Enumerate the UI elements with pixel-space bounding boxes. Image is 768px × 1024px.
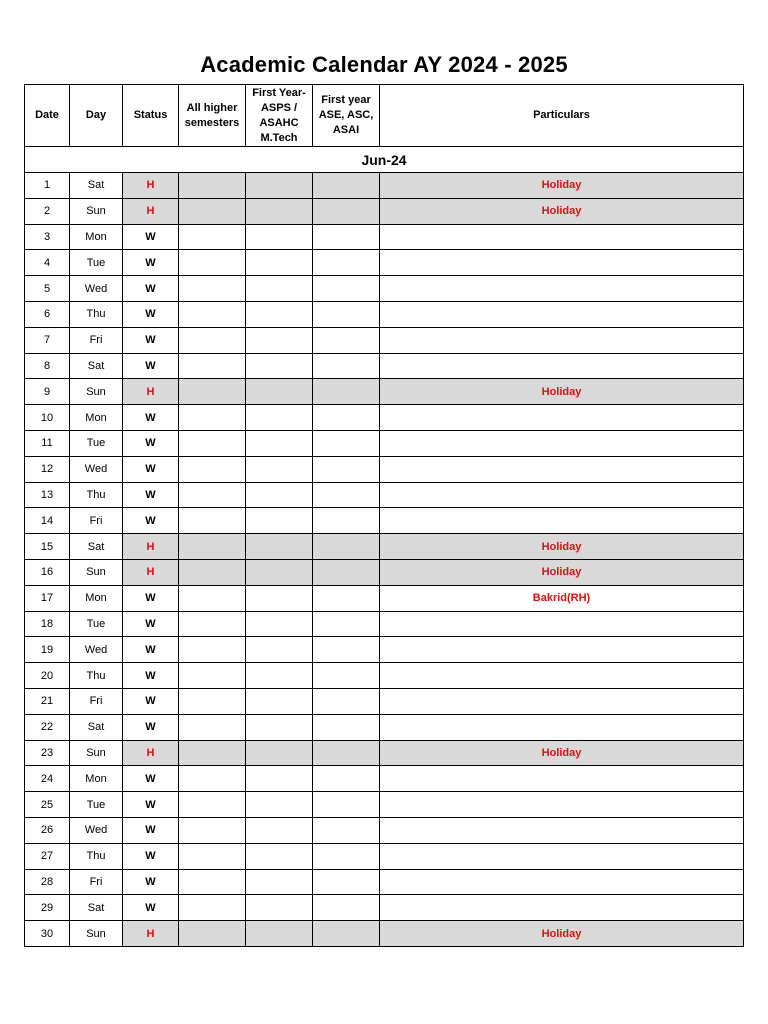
calendar-table bbox=[24, 84, 744, 947]
table-row bbox=[25, 817, 744, 843]
status-cell: W bbox=[123, 843, 179, 869]
date-cell: 30 bbox=[25, 921, 70, 947]
higher-semesters-cell bbox=[179, 559, 246, 585]
first-year-ase-cell bbox=[313, 482, 380, 508]
first-year-ase-cell bbox=[313, 663, 380, 689]
date-cell: 2 bbox=[25, 198, 70, 224]
day-cell: Sun bbox=[70, 559, 123, 585]
day-cell: Fri bbox=[70, 869, 123, 895]
col-day-header: Day bbox=[70, 85, 123, 147]
date-cell: 7 bbox=[25, 327, 70, 353]
first-year-ase-cell bbox=[313, 895, 380, 921]
particulars-cell bbox=[380, 714, 744, 740]
status-cell: W bbox=[123, 224, 179, 250]
day-cell: Tue bbox=[70, 250, 123, 276]
day-cell: Fri bbox=[70, 508, 123, 534]
table-row bbox=[25, 843, 744, 869]
month-row bbox=[25, 147, 744, 173]
higher-semesters-cell bbox=[179, 276, 246, 302]
table-row bbox=[25, 301, 744, 327]
status-cell: H bbox=[123, 198, 179, 224]
date-cell: 14 bbox=[25, 508, 70, 534]
particulars-cell bbox=[380, 869, 744, 895]
status-cell: W bbox=[123, 766, 179, 792]
date-cell: 20 bbox=[25, 663, 70, 689]
date-cell: 3 bbox=[25, 224, 70, 250]
date-cell: 21 bbox=[25, 688, 70, 714]
day-cell: Sun bbox=[70, 740, 123, 766]
particulars-cell bbox=[380, 792, 744, 818]
first-year-ase-cell bbox=[313, 688, 380, 714]
higher-semesters-cell bbox=[179, 508, 246, 534]
first-year-ase-cell bbox=[313, 301, 380, 327]
table-row bbox=[25, 895, 744, 921]
status-cell: W bbox=[123, 508, 179, 534]
first-year-asps-cell bbox=[246, 688, 313, 714]
table-row bbox=[25, 508, 744, 534]
table-row bbox=[25, 611, 744, 637]
table-row bbox=[25, 276, 744, 302]
date-cell: 25 bbox=[25, 792, 70, 818]
table-row bbox=[25, 714, 744, 740]
date-cell: 11 bbox=[25, 430, 70, 456]
particulars-cell bbox=[380, 637, 744, 663]
higher-semesters-cell bbox=[179, 224, 246, 250]
first-year-ase-cell bbox=[313, 843, 380, 869]
particulars-cell bbox=[380, 611, 744, 637]
date-cell: 29 bbox=[25, 895, 70, 921]
status-cell: W bbox=[123, 301, 179, 327]
table-row bbox=[25, 869, 744, 895]
first-year-ase-cell bbox=[313, 224, 380, 250]
status-cell: W bbox=[123, 688, 179, 714]
particulars-cell bbox=[380, 688, 744, 714]
higher-semesters-cell bbox=[179, 714, 246, 740]
higher-semesters-cell bbox=[179, 173, 246, 199]
particulars-cell: Holiday bbox=[380, 379, 744, 405]
higher-semesters-cell bbox=[179, 663, 246, 689]
higher-semesters-cell bbox=[179, 482, 246, 508]
table-row bbox=[25, 559, 744, 585]
first-year-asps-cell bbox=[246, 869, 313, 895]
higher-semesters-cell bbox=[179, 198, 246, 224]
table-row bbox=[25, 766, 744, 792]
first-year-ase-cell bbox=[313, 173, 380, 199]
higher-semesters-cell bbox=[179, 534, 246, 560]
first-year-ase-cell bbox=[313, 740, 380, 766]
day-cell: Sun bbox=[70, 379, 123, 405]
day-cell: Wed bbox=[70, 276, 123, 302]
date-cell: 13 bbox=[25, 482, 70, 508]
table-row bbox=[25, 534, 744, 560]
particulars-cell bbox=[380, 817, 744, 843]
page-title: Academic Calendar AY 2024 - 2025 bbox=[200, 52, 568, 77]
day-cell: Thu bbox=[70, 482, 123, 508]
day-cell: Tue bbox=[70, 611, 123, 637]
date-cell: 12 bbox=[25, 456, 70, 482]
first-year-ase-cell bbox=[313, 817, 380, 843]
table-row bbox=[25, 482, 744, 508]
first-year-ase-cell bbox=[313, 559, 380, 585]
first-year-asps-cell bbox=[246, 559, 313, 585]
table-row bbox=[25, 921, 744, 947]
status-cell: H bbox=[123, 559, 179, 585]
first-year-ase-cell bbox=[313, 637, 380, 663]
particulars-cell bbox=[380, 353, 744, 379]
status-cell: H bbox=[123, 173, 179, 199]
particulars-cell bbox=[380, 663, 744, 689]
first-year-asps-cell bbox=[246, 405, 313, 431]
table-row bbox=[25, 430, 744, 456]
first-year-asps-cell bbox=[246, 740, 313, 766]
first-year-asps-cell bbox=[246, 456, 313, 482]
date-cell: 15 bbox=[25, 534, 70, 560]
higher-semesters-cell bbox=[179, 740, 246, 766]
first-year-ase-cell bbox=[313, 405, 380, 431]
first-year-asps-cell bbox=[246, 817, 313, 843]
higher-semesters-cell bbox=[179, 792, 246, 818]
status-cell: W bbox=[123, 663, 179, 689]
status-cell: W bbox=[123, 456, 179, 482]
table-row bbox=[25, 688, 744, 714]
first-year-asps-cell bbox=[246, 430, 313, 456]
first-year-asps-cell bbox=[246, 637, 313, 663]
particulars-cell bbox=[380, 250, 744, 276]
date-cell: 8 bbox=[25, 353, 70, 379]
day-cell: Wed bbox=[70, 637, 123, 663]
particulars-cell: Bakrid(RH) bbox=[380, 585, 744, 611]
first-year-asps-cell bbox=[246, 250, 313, 276]
status-cell: W bbox=[123, 353, 179, 379]
particulars-cell: Holiday bbox=[380, 921, 744, 947]
status-cell: W bbox=[123, 405, 179, 431]
day-cell: Sun bbox=[70, 921, 123, 947]
date-cell: 16 bbox=[25, 559, 70, 585]
higher-semesters-cell bbox=[179, 817, 246, 843]
table-row bbox=[25, 405, 744, 431]
first-year-asps-cell bbox=[246, 327, 313, 353]
particulars-cell bbox=[380, 405, 744, 431]
higher-semesters-cell bbox=[179, 353, 246, 379]
first-year-asps-cell bbox=[246, 173, 313, 199]
day-cell: Sat bbox=[70, 534, 123, 560]
status-cell: W bbox=[123, 327, 179, 353]
first-year-ase-cell bbox=[313, 534, 380, 560]
particulars-cell bbox=[380, 895, 744, 921]
first-year-ase-cell bbox=[313, 792, 380, 818]
first-year-ase-cell bbox=[313, 250, 380, 276]
table-row bbox=[25, 456, 744, 482]
col-higher-semesters-header: All higher semesters bbox=[179, 85, 246, 147]
first-year-ase-cell bbox=[313, 379, 380, 405]
table-row bbox=[25, 353, 744, 379]
higher-semesters-cell bbox=[179, 895, 246, 921]
col-first-year-asps-header: First Year-ASPS / ASAHC M.Tech bbox=[246, 85, 313, 147]
particulars-cell: Holiday bbox=[380, 740, 744, 766]
particulars-cell bbox=[380, 224, 744, 250]
particulars-cell bbox=[380, 430, 744, 456]
particulars-cell bbox=[380, 843, 744, 869]
first-year-ase-cell bbox=[313, 714, 380, 740]
first-year-asps-cell bbox=[246, 585, 313, 611]
first-year-ase-cell bbox=[313, 766, 380, 792]
status-cell: H bbox=[123, 740, 179, 766]
status-cell: W bbox=[123, 895, 179, 921]
higher-semesters-cell bbox=[179, 611, 246, 637]
table-row bbox=[25, 173, 744, 199]
status-cell: W bbox=[123, 637, 179, 663]
particulars-cell bbox=[380, 301, 744, 327]
status-cell: W bbox=[123, 276, 179, 302]
status-cell: W bbox=[123, 792, 179, 818]
date-cell: 19 bbox=[25, 637, 70, 663]
particulars-cell: Holiday bbox=[380, 173, 744, 199]
day-cell: Sat bbox=[70, 714, 123, 740]
higher-semesters-cell bbox=[179, 379, 246, 405]
date-cell: 18 bbox=[25, 611, 70, 637]
first-year-ase-cell bbox=[313, 611, 380, 637]
first-year-ase-cell bbox=[313, 508, 380, 534]
higher-semesters-cell bbox=[179, 430, 246, 456]
first-year-ase-cell bbox=[313, 869, 380, 895]
table-row bbox=[25, 663, 744, 689]
day-cell: Fri bbox=[70, 327, 123, 353]
status-cell: H bbox=[123, 379, 179, 405]
date-cell: 27 bbox=[25, 843, 70, 869]
higher-semesters-cell bbox=[179, 766, 246, 792]
date-cell: 22 bbox=[25, 714, 70, 740]
day-cell: Mon bbox=[70, 224, 123, 250]
higher-semesters-cell bbox=[179, 301, 246, 327]
higher-semesters-cell bbox=[179, 327, 246, 353]
date-cell: 26 bbox=[25, 817, 70, 843]
table-row bbox=[25, 585, 744, 611]
higher-semesters-cell bbox=[179, 405, 246, 431]
status-cell: W bbox=[123, 482, 179, 508]
higher-semesters-cell bbox=[179, 688, 246, 714]
first-year-asps-cell bbox=[246, 921, 313, 947]
status-cell: W bbox=[123, 585, 179, 611]
day-cell: Sun bbox=[70, 198, 123, 224]
col-first-year-ase-header: First year ASE, ASC, ASAI bbox=[313, 85, 380, 147]
status-cell: W bbox=[123, 250, 179, 276]
first-year-asps-cell bbox=[246, 224, 313, 250]
table-row bbox=[25, 379, 744, 405]
first-year-ase-cell bbox=[313, 198, 380, 224]
first-year-asps-cell bbox=[246, 534, 313, 560]
particulars-cell bbox=[380, 456, 744, 482]
first-year-ase-cell bbox=[313, 456, 380, 482]
col-date-header: Date bbox=[25, 85, 70, 147]
particulars-cell bbox=[380, 276, 744, 302]
day-cell: Sat bbox=[70, 173, 123, 199]
date-cell: 17 bbox=[25, 585, 70, 611]
day-cell: Wed bbox=[70, 456, 123, 482]
first-year-ase-cell bbox=[313, 430, 380, 456]
date-cell: 6 bbox=[25, 301, 70, 327]
first-year-asps-cell bbox=[246, 379, 313, 405]
higher-semesters-cell bbox=[179, 250, 246, 276]
first-year-asps-cell bbox=[246, 766, 313, 792]
date-cell: 9 bbox=[25, 379, 70, 405]
day-cell: Tue bbox=[70, 430, 123, 456]
particulars-cell: Holiday bbox=[380, 198, 744, 224]
table-row bbox=[25, 740, 744, 766]
date-cell: 10 bbox=[25, 405, 70, 431]
date-cell: 23 bbox=[25, 740, 70, 766]
first-year-asps-cell bbox=[246, 895, 313, 921]
first-year-asps-cell bbox=[246, 792, 313, 818]
first-year-asps-cell bbox=[246, 843, 313, 869]
date-cell: 1 bbox=[25, 173, 70, 199]
date-cell: 28 bbox=[25, 869, 70, 895]
table-row bbox=[25, 250, 744, 276]
particulars-cell bbox=[380, 508, 744, 534]
table-row bbox=[25, 637, 744, 663]
first-year-ase-cell bbox=[313, 353, 380, 379]
status-cell: W bbox=[123, 817, 179, 843]
particulars-cell bbox=[380, 327, 744, 353]
col-particulars-header: Particulars bbox=[380, 85, 744, 147]
first-year-asps-cell bbox=[246, 611, 313, 637]
higher-semesters-cell bbox=[179, 456, 246, 482]
higher-semesters-cell bbox=[179, 843, 246, 869]
day-cell: Mon bbox=[70, 585, 123, 611]
first-year-asps-cell bbox=[246, 276, 313, 302]
month-label: Jun-24 bbox=[25, 147, 744, 173]
first-year-asps-cell bbox=[246, 353, 313, 379]
particulars-cell bbox=[380, 766, 744, 792]
first-year-ase-cell bbox=[313, 276, 380, 302]
col-status-header: Status bbox=[123, 85, 179, 147]
first-year-asps-cell bbox=[246, 663, 313, 689]
first-year-asps-cell bbox=[246, 198, 313, 224]
status-cell: W bbox=[123, 869, 179, 895]
status-cell: W bbox=[123, 430, 179, 456]
higher-semesters-cell bbox=[179, 637, 246, 663]
date-cell: 24 bbox=[25, 766, 70, 792]
header-row bbox=[25, 85, 744, 147]
first-year-asps-cell bbox=[246, 301, 313, 327]
date-cell: 4 bbox=[25, 250, 70, 276]
higher-semesters-cell bbox=[179, 869, 246, 895]
status-cell: H bbox=[123, 921, 179, 947]
status-cell: H bbox=[123, 534, 179, 560]
table-row bbox=[25, 224, 744, 250]
table-row bbox=[25, 198, 744, 224]
date-cell: 5 bbox=[25, 276, 70, 302]
day-cell: Mon bbox=[70, 766, 123, 792]
day-cell: Sat bbox=[70, 353, 123, 379]
day-cell: Fri bbox=[70, 688, 123, 714]
first-year-asps-cell bbox=[246, 508, 313, 534]
day-cell: Thu bbox=[70, 663, 123, 689]
particulars-cell bbox=[380, 482, 744, 508]
status-cell: W bbox=[123, 714, 179, 740]
day-cell: Wed bbox=[70, 817, 123, 843]
first-year-ase-cell bbox=[313, 585, 380, 611]
particulars-cell: Holiday bbox=[380, 559, 744, 585]
higher-semesters-cell bbox=[179, 921, 246, 947]
first-year-asps-cell bbox=[246, 482, 313, 508]
table-row bbox=[25, 792, 744, 818]
day-cell: Mon bbox=[70, 405, 123, 431]
first-year-ase-cell bbox=[313, 921, 380, 947]
first-year-asps-cell bbox=[246, 714, 313, 740]
higher-semesters-cell bbox=[179, 585, 246, 611]
day-cell: Thu bbox=[70, 843, 123, 869]
first-year-ase-cell bbox=[313, 327, 380, 353]
day-cell: Thu bbox=[70, 301, 123, 327]
day-cell: Sat bbox=[70, 895, 123, 921]
status-cell: W bbox=[123, 611, 179, 637]
table-row bbox=[25, 327, 744, 353]
day-cell: Tue bbox=[70, 792, 123, 818]
particulars-cell: Holiday bbox=[380, 534, 744, 560]
